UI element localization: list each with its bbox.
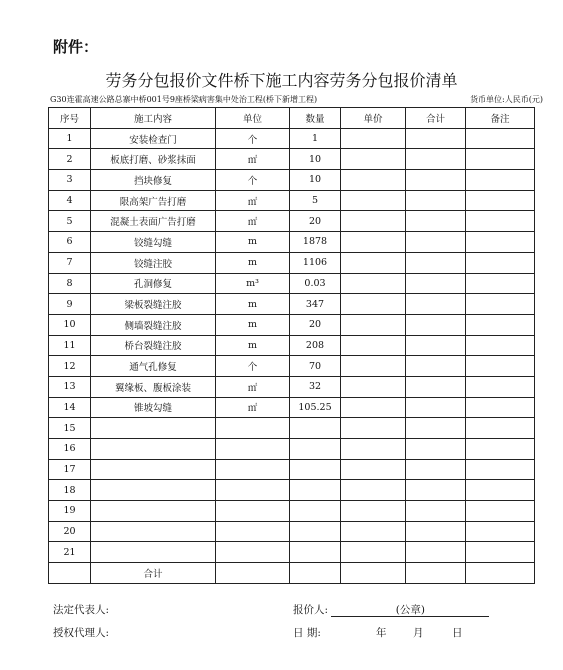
content-cell: 铰缝注胶 [91, 252, 216, 273]
total-cell [406, 501, 466, 522]
project-name: G30连霍高速公路总寨中桥001号9座桥梁病害集中处治工程(桥下新增工程) [50, 95, 318, 104]
quotation-table [48, 107, 535, 584]
unit-price-cell [341, 418, 406, 439]
quantity-cell: 105.25 [290, 397, 341, 418]
attachment-label: 附件： [53, 38, 99, 56]
date-year: 年 [376, 627, 387, 639]
table-row [49, 128, 535, 149]
unit-price-cell [341, 273, 406, 294]
remark-cell [466, 563, 535, 584]
table-row [49, 542, 535, 563]
table-row [49, 521, 535, 542]
total-cell [406, 273, 466, 294]
remark-cell [466, 273, 535, 294]
unit-price-cell [341, 542, 406, 563]
index-cell: 21 [49, 542, 91, 563]
content-cell: 桥台裂缝注胶 [91, 335, 216, 356]
index-cell: 19 [49, 501, 91, 522]
total-cell [406, 542, 466, 563]
unit-price-cell [341, 170, 406, 191]
content-cell: 限高架广告打磨 [91, 190, 216, 211]
unit-cell: m³ [216, 273, 290, 294]
unit-price-cell [341, 439, 406, 460]
remark-cell [466, 149, 535, 170]
seal-label: (公章) [395, 604, 425, 616]
total-cell [406, 190, 466, 211]
remark-cell [466, 190, 535, 211]
content-cell [91, 418, 216, 439]
table-row [49, 252, 535, 273]
remark-cell [466, 128, 535, 149]
seal-line [331, 604, 489, 617]
unit-cell [216, 563, 290, 584]
content-cell: 合计 [91, 563, 216, 584]
unit-price-cell [341, 232, 406, 253]
date-label: 日 期: [293, 627, 321, 639]
total-cell [406, 149, 466, 170]
unit-price-cell [341, 501, 406, 522]
unit-price-cell [341, 149, 406, 170]
unit-cell [216, 501, 290, 522]
unit-price-cell [341, 521, 406, 542]
content-cell: 梁板裂缝注胶 [91, 294, 216, 315]
unit-price-cell [341, 459, 406, 480]
unit-cell [216, 480, 290, 501]
total-cell [406, 563, 466, 584]
total-cell [406, 418, 466, 439]
header-unit: 单位 [216, 108, 290, 129]
table-header-row [49, 108, 535, 129]
index-cell: 10 [49, 314, 91, 335]
remark-cell [466, 294, 535, 315]
quantity-cell: 1 [290, 128, 341, 149]
unit-price-cell [341, 211, 406, 232]
quoter-label: 报价人: [293, 604, 329, 616]
index-cell: 11 [49, 335, 91, 356]
quantity-cell: 1878 [290, 232, 341, 253]
unit-cell: ㎡ [216, 397, 290, 418]
remark-cell [466, 397, 535, 418]
content-cell: 孔洞修复 [91, 273, 216, 294]
index-cell: 2 [49, 149, 91, 170]
total-cell [406, 252, 466, 273]
quantity-cell: 10 [290, 170, 341, 191]
unit-cell: m [216, 335, 290, 356]
unit-price-cell [341, 397, 406, 418]
header-content: 施工内容 [91, 108, 216, 129]
quantity-cell [290, 459, 341, 480]
total-cell [406, 232, 466, 253]
total-cell [406, 356, 466, 377]
unit-cell: m [216, 314, 290, 335]
quantity-cell: 32 [290, 376, 341, 397]
content-cell: 板底打磨、砂浆抹面 [91, 149, 216, 170]
remark-cell [466, 356, 535, 377]
table-row [49, 459, 535, 480]
index-cell: 18 [49, 480, 91, 501]
index-cell [49, 563, 91, 584]
total-cell [406, 128, 466, 149]
remark-cell [466, 170, 535, 191]
unit-cell: m [216, 232, 290, 253]
quantity-cell [290, 563, 341, 584]
table-row [49, 314, 535, 335]
total-cell [406, 314, 466, 335]
quantity-cell: 0.03 [290, 273, 341, 294]
unit-price-cell [341, 294, 406, 315]
index-cell: 3 [49, 170, 91, 191]
unit-cell [216, 542, 290, 563]
table-row [49, 190, 535, 211]
header-unit-price: 单价 [341, 108, 406, 129]
index-cell: 14 [49, 397, 91, 418]
legal-representative-label: 法定代表人: [53, 604, 110, 616]
content-cell: 通气孔修复 [91, 356, 216, 377]
unit-cell: ㎡ [216, 376, 290, 397]
table-row [49, 273, 535, 294]
remark-cell [466, 232, 535, 253]
index-cell: 16 [49, 439, 91, 460]
total-cell [406, 335, 466, 356]
index-cell: 6 [49, 232, 91, 253]
remark-cell [466, 521, 535, 542]
content-cell [91, 542, 216, 563]
content-cell [91, 439, 216, 460]
table-row [49, 294, 535, 315]
content-cell [91, 459, 216, 480]
table-row [49, 418, 535, 439]
quantity-cell: 208 [290, 335, 341, 356]
remark-cell [466, 314, 535, 335]
unit-cell [216, 521, 290, 542]
content-cell [91, 501, 216, 522]
index-cell: 17 [49, 459, 91, 480]
unit-cell [216, 418, 290, 439]
unit-price-cell [341, 356, 406, 377]
remark-cell [466, 439, 535, 460]
total-cell [406, 439, 466, 460]
content-cell: 锥坡勾缝 [91, 397, 216, 418]
remark-cell [466, 252, 535, 273]
quantity-cell: 5 [290, 190, 341, 211]
remark-cell [466, 459, 535, 480]
total-cell [406, 459, 466, 480]
content-cell: 安装检查门 [91, 128, 216, 149]
unit-cell: 个 [216, 356, 290, 377]
total-cell [406, 376, 466, 397]
index-cell: 5 [49, 211, 91, 232]
unit-cell [216, 439, 290, 460]
table-row [49, 563, 535, 584]
quantity-cell [290, 501, 341, 522]
remark-cell [466, 211, 535, 232]
unit-cell: m [216, 294, 290, 315]
content-cell: 挡块修复 [91, 170, 216, 191]
currency-unit: 货币单位:人民币(元) [470, 95, 543, 104]
unit-price-cell [341, 190, 406, 211]
remark-cell [466, 335, 535, 356]
unit-price-cell [341, 480, 406, 501]
content-cell: 混凝土表面广告打磨 [91, 211, 216, 232]
remark-cell [466, 542, 535, 563]
index-cell: 13 [49, 376, 91, 397]
content-cell [91, 480, 216, 501]
total-cell [406, 521, 466, 542]
content-cell: 翼缘板、腹板涂装 [91, 376, 216, 397]
table-row [49, 501, 535, 522]
content-cell: 侧墙裂缝注胶 [91, 314, 216, 335]
quantity-cell [290, 480, 341, 501]
total-cell [406, 480, 466, 501]
unit-price-cell [341, 314, 406, 335]
unit-price-cell [341, 563, 406, 584]
table-row [49, 211, 535, 232]
quantity-cell: 20 [290, 314, 341, 335]
unit-cell: ㎡ [216, 190, 290, 211]
remark-cell [466, 501, 535, 522]
authorized-agent-label: 授权代理人: [53, 627, 110, 639]
unit-cell: 个 [216, 128, 290, 149]
total-cell [406, 170, 466, 191]
remark-cell [466, 376, 535, 397]
quantity-cell: 20 [290, 211, 341, 232]
unit-price-cell [341, 252, 406, 273]
content-cell [91, 521, 216, 542]
quoter-field [293, 602, 489, 617]
index-cell: 7 [49, 252, 91, 273]
quantity-cell [290, 439, 341, 460]
unit-cell: ㎡ [216, 211, 290, 232]
index-cell: 4 [49, 190, 91, 211]
index-cell: 9 [49, 294, 91, 315]
total-cell [406, 397, 466, 418]
header-total: 合计 [406, 108, 466, 129]
unit-cell [216, 459, 290, 480]
page-title: 劳务分包报价文件桥下施工内容劳务分包报价清单 [105, 71, 458, 90]
unit-price-cell [341, 128, 406, 149]
total-cell [406, 211, 466, 232]
table-row [49, 397, 535, 418]
quantity-cell: 1106 [290, 252, 341, 273]
table-row [49, 480, 535, 501]
total-cell [406, 294, 466, 315]
unit-cell: 个 [216, 170, 290, 191]
header-index: 序号 [49, 108, 91, 129]
unit-cell: ㎡ [216, 149, 290, 170]
quantity-cell: 10 [290, 149, 341, 170]
index-cell: 12 [49, 356, 91, 377]
table-row [49, 439, 535, 460]
quantity-cell [290, 418, 341, 439]
unit-price-cell [341, 376, 406, 397]
quantity-cell [290, 542, 341, 563]
index-cell: 20 [49, 521, 91, 542]
table-row [49, 232, 535, 253]
table-row [49, 376, 535, 397]
table-row [49, 356, 535, 377]
date-month: 月 [413, 627, 424, 639]
quantity-cell: 347 [290, 294, 341, 315]
date-day: 日 [452, 627, 463, 639]
table-row [49, 335, 535, 356]
remark-cell [466, 480, 535, 501]
unit-price-cell [341, 335, 406, 356]
quantity-cell [290, 521, 341, 542]
remark-cell [466, 418, 535, 439]
quantity-cell: 70 [290, 356, 341, 377]
index-cell: 8 [49, 273, 91, 294]
index-cell: 15 [49, 418, 91, 439]
table-row [49, 149, 535, 170]
table-row [49, 170, 535, 191]
header-remark: 备注 [466, 108, 535, 129]
unit-cell: m [216, 252, 290, 273]
content-cell: 铰缝勾缝 [91, 232, 216, 253]
index-cell: 1 [49, 128, 91, 149]
header-quantity: 数量 [290, 108, 341, 129]
